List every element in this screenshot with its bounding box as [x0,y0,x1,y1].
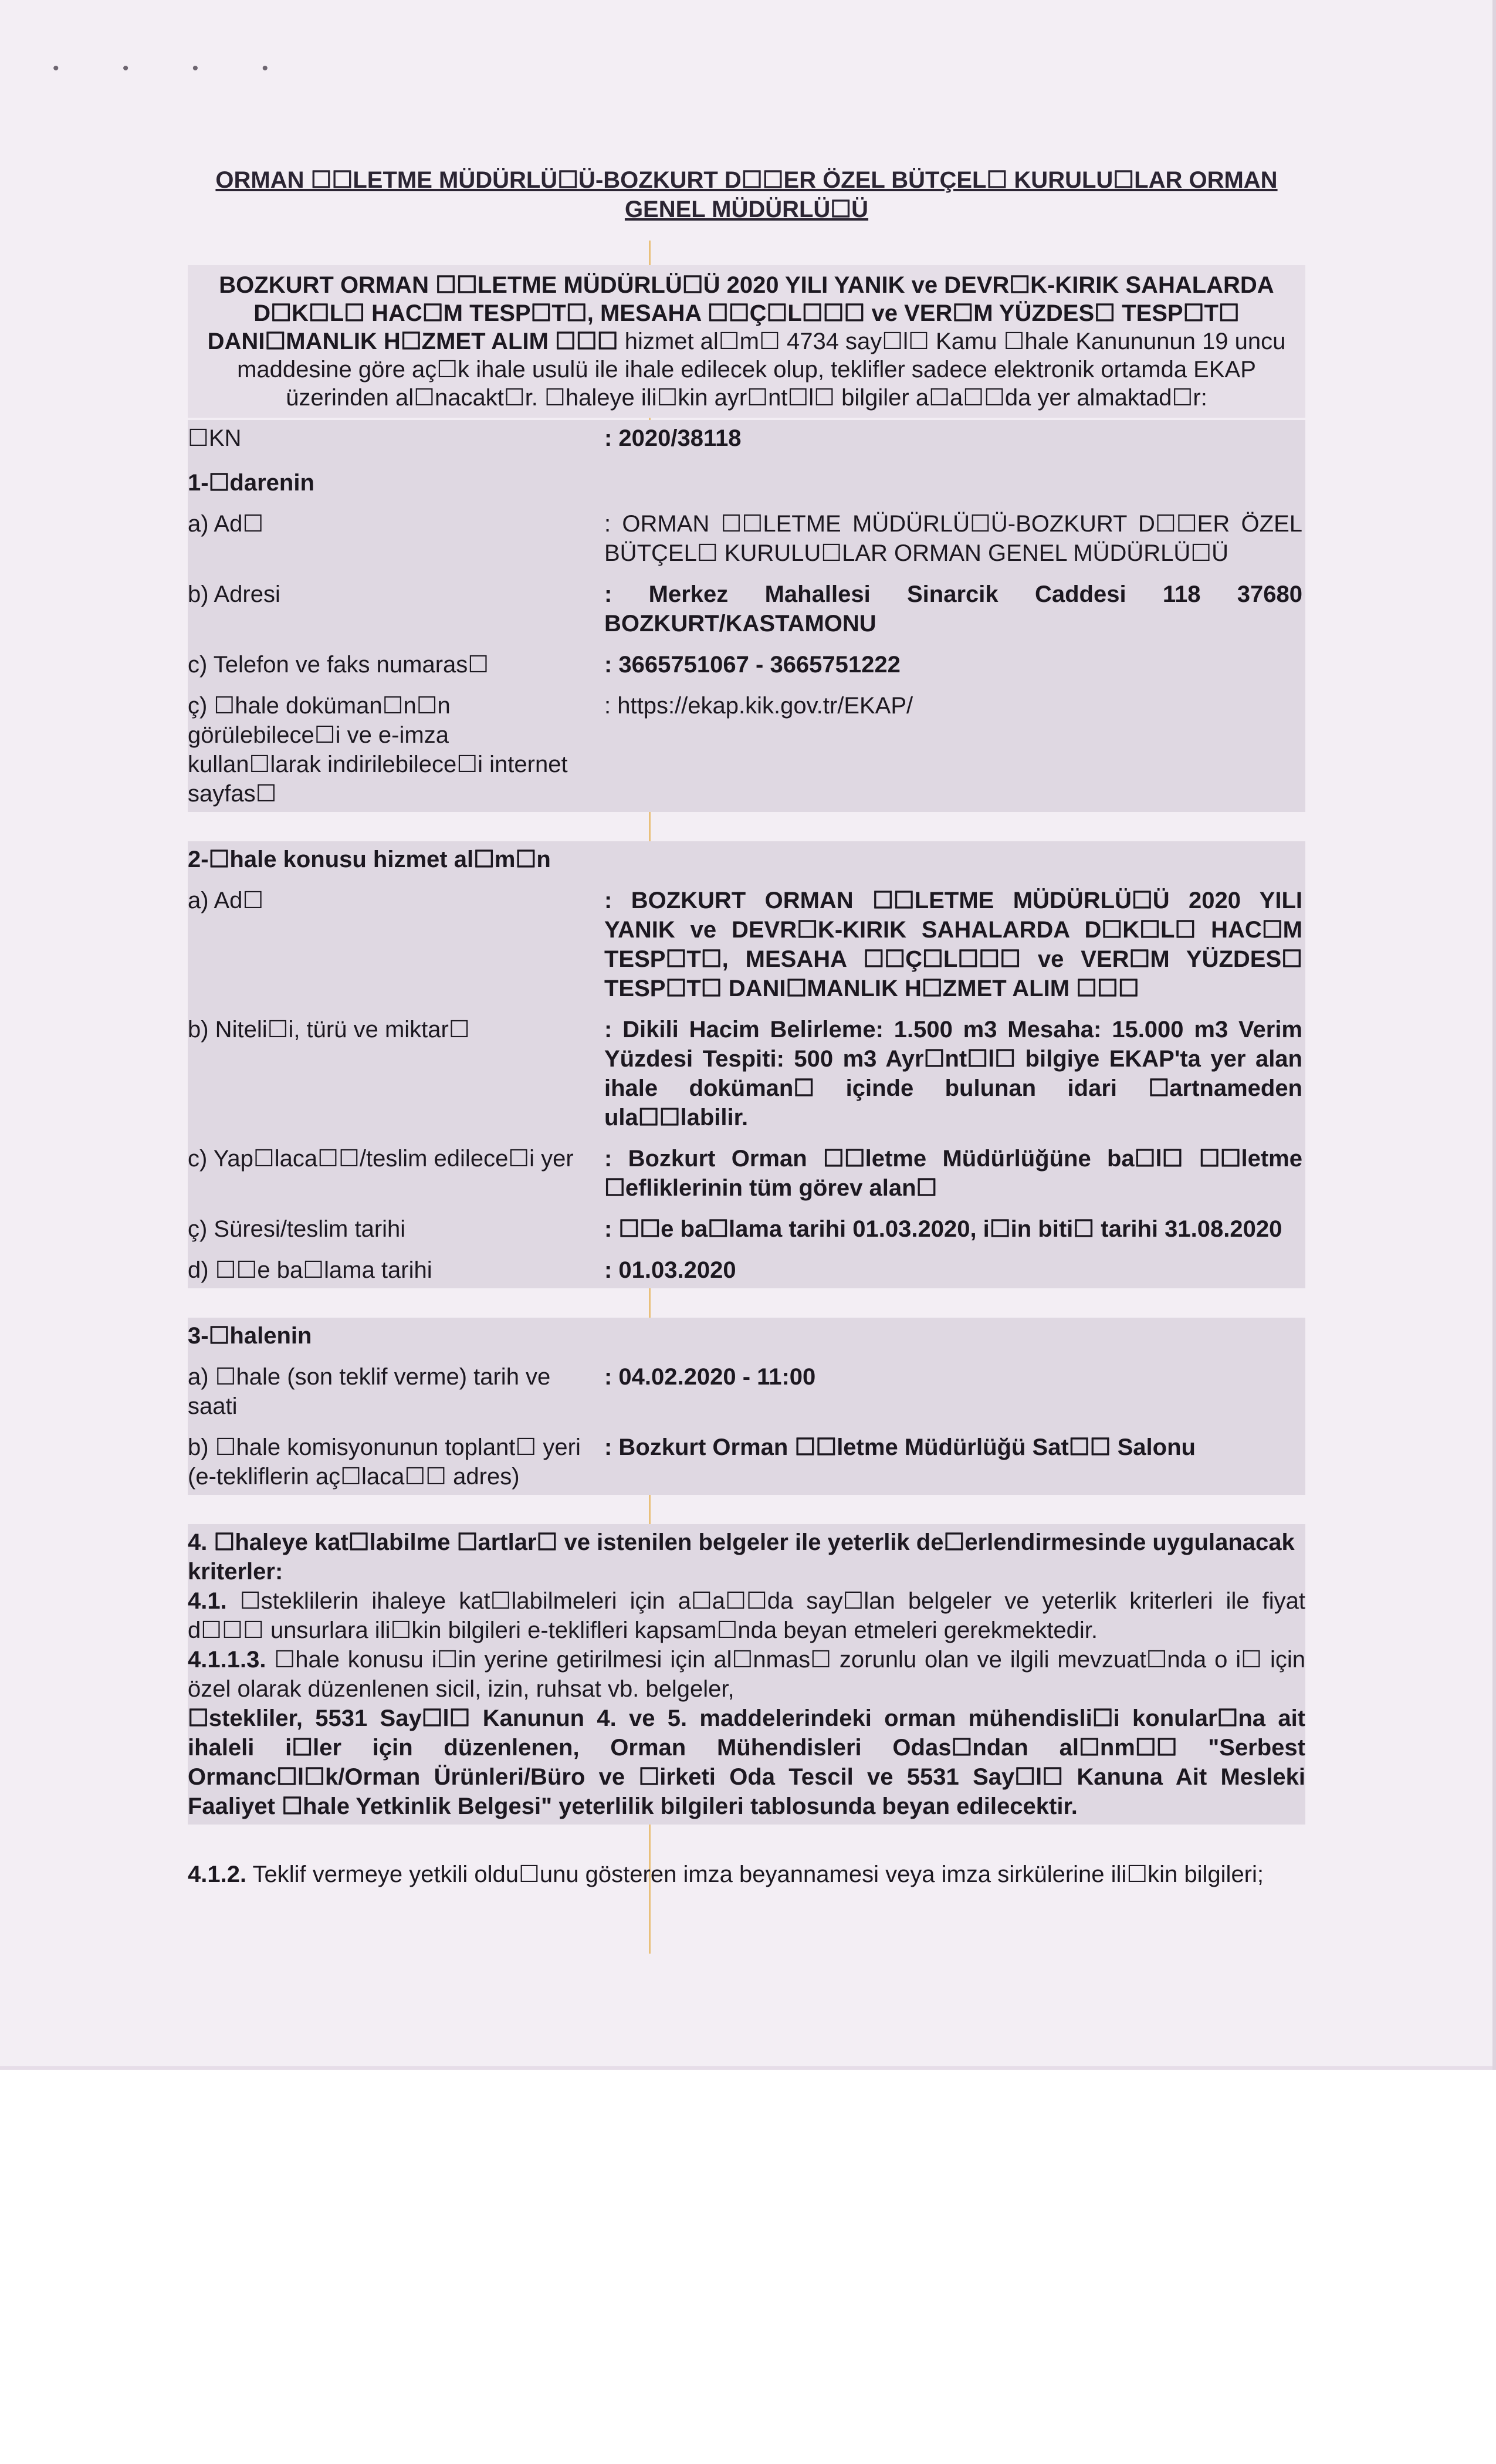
header-line-2: GENEL MÜDÜRLÜ☐Ü [624,197,869,222]
section-3-title: 3-☐halenin [188,1323,312,1349]
section-4-title: 4. ☐haleye kat☐labilme ☐artlar☐ ve istenilen belgeler ile yeterlik de☐erlendirmesinde uygulanacak kriterler: [188,1529,1295,1585]
section-1-row [188,650,1305,679]
paragraph-4-1-1-3-bold: ☐stekliler, 5531 Say☐l☐ Kanunun 4. ve 5. maddelerindeki orman mühendisli☐i konular☐na ait ihaleli i☐ler için düzenlenen, Orman Mühendisleri Odas☐ndan al☐nm☐☐ "Serbest Ormanc☐l☐k/Orman Ürünleri/Büro ve ☐irketi Oda Tescil ve 5531 Say☐l☐ Kanuna Ait Mesleki Faaliyet ☐hale Yetkinlik Belgesi" yeterlilik bilgileri tablosunda beyan edilecektir. [188,1705,1305,1819]
row-label: ç) Süresi/teslim tarihi [188,1216,406,1242]
row-value: : Dikili Hacim Belirleme: 1.500 m3 Mesaha: 15.000 m3 Verim Yüzdesi Tespiti: 500 m3 Ayr☐nt☐l☐ bilgiye EKAP'ta yer alan ihale doküman☐ içinde bulunan idari ☐artnameden ula☐☐labilir. [604,1017,1302,1131]
paragraph-number: 4.1. [188,1588,227,1614]
row-value: : ☐☐e ba☐lama tarihi 01.03.2020, i☐in biti☐ tarihi 31.08.2020 [604,1216,1282,1242]
section-1-title: 1-☐darenin [188,470,314,496]
section-1 [188,456,1305,812]
paragraph-4-1 [188,1586,1305,1645]
section-2 [188,841,1305,1288]
row-label: b) ☐hale komisyonunun toplant☐ yeri (e-tekliflerin aç☐laca☐☐ adres) [188,1434,581,1490]
row-value: : Merkez Mahallesi Sinarcik Caddesi 118 37680 BOZKURT/KASTAMONU [604,581,1302,637]
row-label: a) Ad☐ [188,511,264,537]
section-1-row [188,509,1305,568]
paragraph-number: 4.1.1.3. [188,1647,266,1673]
ikn-row [188,420,1305,456]
section-2-row [188,1255,1305,1285]
paragraph-text: Teklif vermeye yetkili oldu☐unu gösteren imza beyannamesi veya imza sirkülerine ili☐kin bilgileri; [246,1861,1264,1887]
intro-paragraph [188,265,1305,418]
row-label: b) Adresi [188,581,280,607]
row-label: a) Ad☐ [188,888,264,913]
header-line-1: ORMAN ☐☐LETME MÜDÜRLÜ☐Ü-BOZKURT D☐☐ER ÖZEL BÜTÇEL☐ KURULU☐LAR ORMAN [215,167,1278,193]
row-label: ç) ☐hale doküman☐n☐n görülebilece☐i ve e-imza kullan☐larak indirilebilece☐i internet sayfas☐ [188,693,568,807]
section-2-row [188,1015,1305,1132]
row-value: : Bozkurt Orman ☐☐letme Müdürlüğü Sat☐☐ Salonu [604,1434,1196,1460]
section-2-row [188,1144,1305,1203]
section-4 [188,1524,1305,1825]
row-value: : 3665751067 - 3665751222 [604,652,901,678]
row-label: b) Niteli☐i, türü ve miktar☐ [188,1017,470,1043]
row-value: : Bozkurt Orman ☐☐letme Müdürlüğüne ba☐l☐ ☐☐letme ☐efliklerinin tüm görev alan☐ [604,1146,1302,1201]
paragraph-text: ☐hale konusu i☐in yerine getirilmesi için al☐nmas☐ zorunlu olan ve ilgili mevzuat☐nda o i☐ için özel olarak düzenlenen sicil, izin, ruhsat vb. belgeler, [188,1647,1305,1702]
document-body [188,165,1305,1889]
row-label: a) ☐hale (son teklif verme) tarih ve saati [188,1364,551,1419]
row-label: c) Telefon ve faks numaras☐ [188,652,489,678]
section-2-row [188,886,1305,1003]
scan-specks: • • • • [53,59,298,78]
row-value: : 01.03.2020 [604,1257,736,1283]
section-3-row [188,1362,1305,1421]
row-value: : 04.02.2020 - 11:00 [604,1364,816,1390]
ikn-value: : 2020/38118 [604,425,742,451]
section-3-row [188,1433,1305,1491]
intro-text: hizmet al☐m☐ 4734 say☐l☐ Kamu ☐hale Kanununun 19 uncu maddesine göre aç☐k ihale usulü ile ihale edilecek olup, teklifler sadece elektronik ortamda EKAP üzerinden al☐nacakt☐r. ☐haleye ili☐kin ayr☐nt☐l☐ bilgiler a☐a☐☐da yer almaktad☐r: [237,329,1286,411]
section-2-row [188,1214,1305,1244]
document-header [188,165,1305,224]
section-1-row [188,691,1305,808]
row-value: : https://ekap.kik.gov.tr/EKAP/ [604,693,913,719]
intro-bold-title: BOZKURT ORMAN ☐☐LETME MÜDÜRLÜ☐Ü 2020 YILI YANIK ve DEVR☐K-KIRIK SAHALARDA D☐K☐L☐ HAC☐M TESP☐T☐, MESAHA ☐☐Ç☐L☐☐☐ ve VER☐M YÜZDES☐ TESP☐T☐ DANI☐MANLIK H☐ZMET ALIM ☐☐☐ [207,272,1274,354]
section-2-title: 2-☐hale konusu hizmet al☐m☐n [188,847,551,872]
paragraph-4-1-2 [188,1860,1305,1889]
section-1-row [188,580,1305,638]
row-value: : BOZKURT ORMAN ☐☐LETME MÜDÜRLÜ☐Ü 2020 YILI YANIK ve DEVR☐K-KIRIK SAHALARDA D☐K☐L☐ HAC☐M TESP☐T☐, MESAHA ☐☐Ç☐L☐☐☐ ve VER☐M YÜZDES☐ TESP☐T☐ DANI☐MANLIK H☐ZMET ALIM ☐☐☐ [604,888,1302,1001]
row-label: d) ☐☐e ba☐lama tarihi [188,1257,432,1283]
ikn-label: ☐KN [188,425,242,451]
section-3 [188,1318,1305,1495]
paragraph-text: ☐steklilerin ihaleye kat☐labilmeleri için a☐a☐☐da say☐lan belgeler ve yeterlik kriterleri ile fiyat d☐☐☐ unsurlara ili☐kin bilgileri e-teklifleri kapsam☐nda beyan etmeleri gerekmektedir. [188,1588,1305,1643]
row-label: c) Yap☐laca☐☐/teslim edilece☐i yer [188,1146,574,1172]
row-value: : ORMAN ☐☐LETME MÜDÜRLÜ☐Ü-BOZKURT D☐☐ER ÖZEL BÜTÇEL☐ KURULU☐LAR ORMAN GENEL MÜDÜRLÜ☐Ü [604,511,1302,566]
paragraph-number: 4.1.2. [188,1861,247,1887]
paragraph-4-1-1-3 [188,1645,1305,1704]
